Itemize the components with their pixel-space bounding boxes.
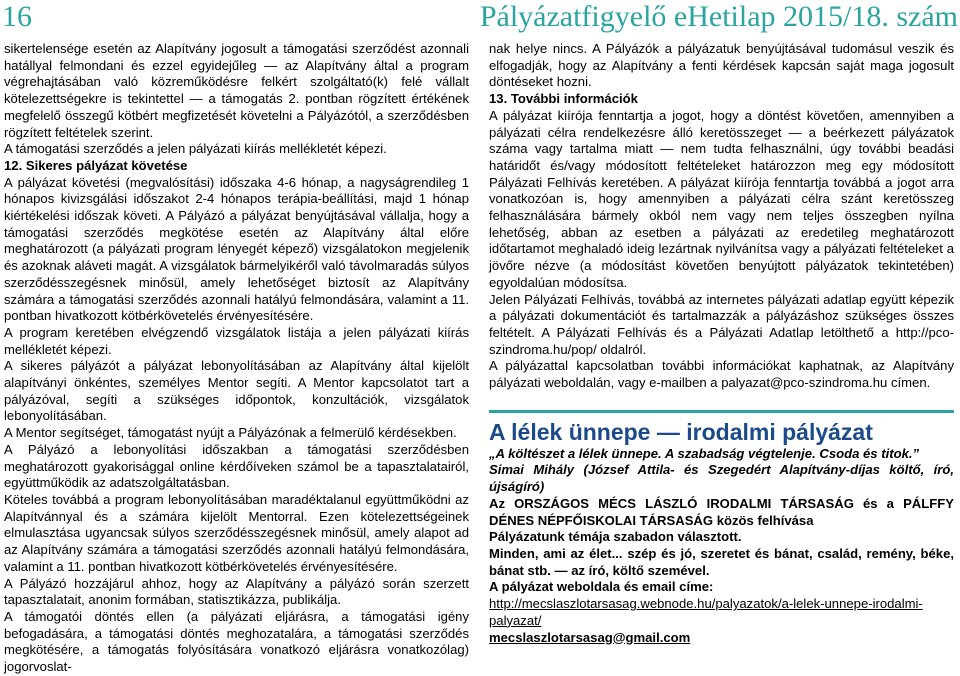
announcement-organizers: Az ORSZÁGOS MÉCS LÁSZLÓ IRODALMI TÁRSASÁG és a PÁLFFY DÉNES NÉPFŐISKOLAI TÁRSASÁG közös felhívása [489,495,954,528]
page-number: 16 [2,0,32,33]
paragraph: A Pályázó hozzájárul ahhoz, hogy az Alapítvány a pályázó során szerzett tapasztalatait, anonim formában, statisztikázza, publikálja. [4,575,469,608]
paragraph: A sikeres pályázót a pályázat lebonyolításában az Alapítvány által kijelölt alapítványi önkéntes, személyes Mentor segíti. A Mentor kapcsolatot tart a pályázóval, segíti a szükséges időpontok, konzultációk, vizsgálatok lebonyolításában. [4,358,469,424]
page-header [0,0,960,38]
paragraph: nak helye nincs. A Pályázók a pályázatuk benyújtásával tudomásul veszik és elfogadják, hogy az Alapítvány a fenti kérdések kapcsán saját maga jogosult döntéseket hozni. [489,41,954,90]
announcement-web-label: A pályázat weboldala és email címe: [489,579,714,595]
paragraph: A támogatási szerződés a jelen pályázati kiírás mellékletét képezi. [4,141,387,157]
section-heading-13: 13. További információk [489,91,638,107]
announcement-attribution: Simai Mihály (József Attila- és Szegedért Alapítvány-díjas költő, író, újságíró) [489,462,954,495]
section-heading-12: 12. Sikeres pályázat követése [4,157,188,173]
paragraph: A pályázat követési (megvalósítási) időszaka 4-6 hónap, a nagyságrendileg 1 hónapos kivizsgálási időszakot 2-4 hónapos terápia-beállítási, majd 1 hónap kiértékelési időszak követi. A Pályázó a pályázat benyújtásával vállalja, hogy a támogatási szerződés megkötése esetén az Alapítvány által előre meghatározott (a pályázati program lényegét képező) vizsgálatokon megjelenik és azoknak aláveti magát. A vizsgálatok bármelyikéről való távolmaradás súlyos szerződésszegésnek minősül, amely lehetőséget biztosít az Alapítvány számára a támogatási szerződés azonnali hatályú felmondására, valamint a 11. pontban hivatkozott kötbérkövetelés érvényesítésére. [4,174,469,324]
announcement-themes: Minden, ami az élet... szép és jó, szeretet és bánat, család, remény, béke, bánat stb. — az író, költő szemével. [489,545,954,578]
right-column [489,41,954,646]
paragraph: A Mentor segítséget, támogatást nyújt a Pályázónak a felmerülő kérdésekben. [4,425,457,441]
announcement-url-link[interactable]: http://mecslaszlotarsasag.webnode.hu/palyazatok/a-lelek-unnepe-irodalmi-palyazat/ [489,596,923,628]
announcement-quote: „A költészet a lélek ünnepe. A szabadság végtelenje. Csoda és titok.” [489,445,920,461]
paragraph: A támogatói döntés ellen (a pályázati eljárásra, a támogatási igény befogadására, a támogatási döntés meghozatalára, a támogatási szerződés megkötésére, a támogatás folyósítására vonatkozó eljárásra vonatkozólag) jogorvoslat- [4,608,469,675]
paragraph: A Pályázó a lebonyolítási időszakban a támogatási szerződésben meghatározott gyakorisággal online kérdőíveken számol be a tapasztalatairól, együttműködik az adatszolgáltatásban. [4,441,469,491]
announcement-email-link[interactable]: mecslaszlotarsasag@gmail.com [489,629,691,645]
paragraph: A program keretében elvégzendő vizsgálatok listája a jelen pályázati kiírás mellékletét képezi. [4,324,469,357]
announcement-title: A lélek ünnepe — irodalmi pályázat [489,418,873,445]
paragraph: A pályázattal kapcsolatban további információkat kaphatnak, az Alapítvány pályázati weboldalán, vagy e-mailben a palyazat@pco-szindroma.hu címen. [489,358,954,391]
announcement-topic: Pályázatunk témája szabadon választott. [489,529,742,545]
publication-title: Pályázatfigyelő eHetilap 2015/18. szám [479,0,958,33]
paragraph: A pályázat kiírója fenntartja a jogot, hogy a döntést követően, amennyiben a pályázati célra rendelkezésre álló keretösszeget — a beérkezett pályázatok száma vagy tartalma miatt — nem tudta felhasználni, úgy további beadási határidőt és/vagy módosított feltételeket határozzon meg egy módosított Pályázati Felhívás keretében. A pályázat kiírója fenntartja továbbá a jogot arra vonatkozóan is, hogy amennyiben a pályázati célra szánt keretösszeg felhasználására bármely okból nem vagy nem teljes összegben nyílna lehetőség, abban az esetben a pályázati az eredetileg meghatározott időtartamot meghaladó ideig lezártnak nyilvánítsa vagy a pályázati feltételeket a jövőre nézve (a módosítást követően benyújtott pályázatok tekintetében) egyoldalúan módosítsa. [489,107,954,290]
announcement-box [489,410,954,646]
paragraph: Köteles továbbá a program lebonyolításában maradéktalanul együttműködni az Alapítvánnyal és a számára kijelölt Mentorral. Ezen kötelezettségeinek elmulasztása ugyancsak súlyos szerződésszegésnek minősül, amely alapot ad az Alapítvány számára a támogatási szerződés azonnali hatályú felmondására, valamint a 11. pontban hivatkozott kötbérkövetelés érvényesítésére. [4,491,469,574]
left-column [4,41,469,676]
paragraph: Jelen Pályázati Felhívás, továbbá az internetes pályázati adatlap együtt képezik a pályázati dokumentációt és tartalmazzák a pályázáshoz szükséges összes feltételt. A Pályázati Felhívás és a Pályázati Adatlap letölthető a http://pco-szindroma.hu/pop/ oldalról. [489,291,954,357]
paragraph: sikertelensége esetén az Alapítvány jogosult a támogatási szerződést azonnali hatállyal felmondani és ezzel egyidejűleg — az Alapítvány által a program végrehajtásában való közreműködésre felkért szolgáltató(k) felé vállalt kötelezettségekre is tekintettel — a támogatás 2. pontban rögzített értékének megfelelő összegű kötbért megfizetését követelni a Pályázótól, a szerződésben rögzített feltételek szerint. [4,41,469,140]
